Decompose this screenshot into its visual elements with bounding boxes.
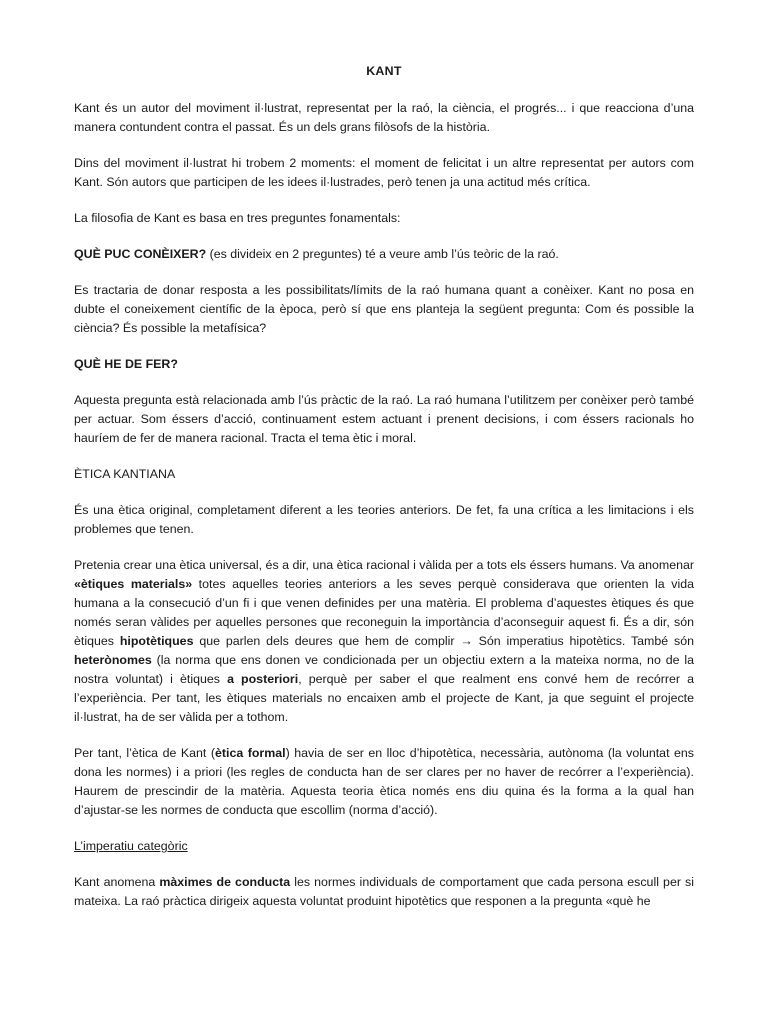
paragraph-formal-ethics — [74, 744, 694, 820]
question-2-heading: QUÈ HE DE FER? — [74, 357, 178, 371]
text-span: (la norma que ens donen ve condicionada per un objectiu extern a la mateixa norma, no de la nostra voluntat) i ètiques — [74, 653, 694, 686]
text-span: les normes individuals de comportament que cada persona escull per si mateixa. La raó pràctica dirigeix aquesta voluntat produint hipotètics que responen a la pregunta «què he — [74, 875, 694, 908]
text-span: Pretenia crear una ètica universal, és a dir, una ètica racional i vàlida per a tots els éssers humans. Va anomenar — [74, 558, 694, 572]
paragraph-question-1 — [74, 245, 694, 264]
bold-term-hipotetiques: hipotètiques — [119, 634, 194, 648]
paragraph-moments: Dins del moviment il·lustrat hi trobem 2 moments: el moment de felicitat i un altre representat per autors com Kant. Són autors que participen de les idees il·lustrades, però tenen ja una actitud més crítica. — [74, 156, 694, 189]
text-span: , perquè per saber el que realment ens convé hem de recórrer a l’experiència. Per tant, les ètiques materials no encaixen amb el projecte de Kant, ja que seguint el projecte il·lustrat, ha de ser vàlida per a tothom. — [74, 672, 694, 724]
subheading-imperatiu-categoric: L’imperatiu categòric — [74, 839, 188, 853]
document-page — [74, 62, 694, 928]
text-span: Per tant, l’ètica de Kant ( — [74, 746, 215, 760]
bold-term-heteronomes: heterònomes — [74, 653, 152, 667]
bold-term-maximes-de-conducta: màximes de conducta — [159, 875, 291, 889]
document-title: KANT — [366, 64, 402, 78]
text-span: que parlen dels deures que hem de complir → Són imperatius hipotètics. També són — [193, 634, 694, 648]
paragraph-practical-reason: Aquesta pregunta està relacionada amb l’ús pràctic de la raó. La raó humana l’utilitzem per conèixer però també per actuar. Som éssers d’acció, continuament estem actuant i prenent decisions, i com éssers racionals ho hauríem de fer de manera racional. Tracta el tema ètic i moral. — [74, 393, 694, 445]
question-1-text: (es divideix en 2 preguntes) té a veure amb l’ús teòric de la raó. — [206, 247, 559, 261]
bold-term-etica-formal: ètica formal — [214, 746, 286, 760]
paragraph-knowledge-limits: Es tractaria de donar resposta a les possibilitats/límits de la raó humana quant a conèixer. Kant no posa en dubte el coneixement científic de la època, però sí que ens planteja la següent pregunta: Com és possible la ciència? És possible la metafísica? — [74, 283, 694, 335]
text-span: Kant anomena — [74, 875, 160, 889]
paragraph-intro: Kant és un autor del moviment il·lustrat, representat per la raó, la ciència, el progrés... i que reacciona d’una manera contundent contra el passat. És un dels grans filòsofs de la història. — [74, 101, 694, 134]
paragraph-material-ethics — [74, 556, 694, 727]
question-1-heading: QUÈ PUC CONÈIXER? — [74, 247, 207, 261]
text-span: totes aquelles teories anteriors a les seves perquè considerava que orienten la vida humana a la consecució d’un fi i que venen definides per una matèria. El problema d’aquestes ètiques és que només seran vàlides per aquelles persones que reconeguin la importància d’aconseguir aquest fi. És a dir, són ètiques — [74, 577, 694, 648]
bold-term-a-posteriori: a posteriori — [227, 672, 299, 686]
section-heading-etica-kantiana: ÈTICA KANTIANA — [74, 467, 176, 481]
bold-term-etiques-materials: «ètiques materials» — [74, 577, 193, 591]
paragraph-three-questions: La filosofia de Kant es basa en tres preguntes fonamentals: — [74, 211, 401, 225]
text-span: ) havia de ser en lloc d’hipotètica, necessària, autònoma (la voluntat ens dona les normes) i a priori (les regles de conducta han de ser clares per no haver de recórrer a l’experiència). Haurem de prescindir de la matèria. Aquesta teoria ètica només ens diu quina és la forma a la qual han d’ajustar-se les normes de conducta que escollim (norma d’acció). — [74, 746, 694, 817]
paragraph-maximes — [74, 873, 694, 911]
paragraph-original-ethics: És una ètica original, completament diferent a les teories anteriors. De fet, fa una crítica a les limitacions i els problemes que tenen. — [74, 503, 694, 536]
